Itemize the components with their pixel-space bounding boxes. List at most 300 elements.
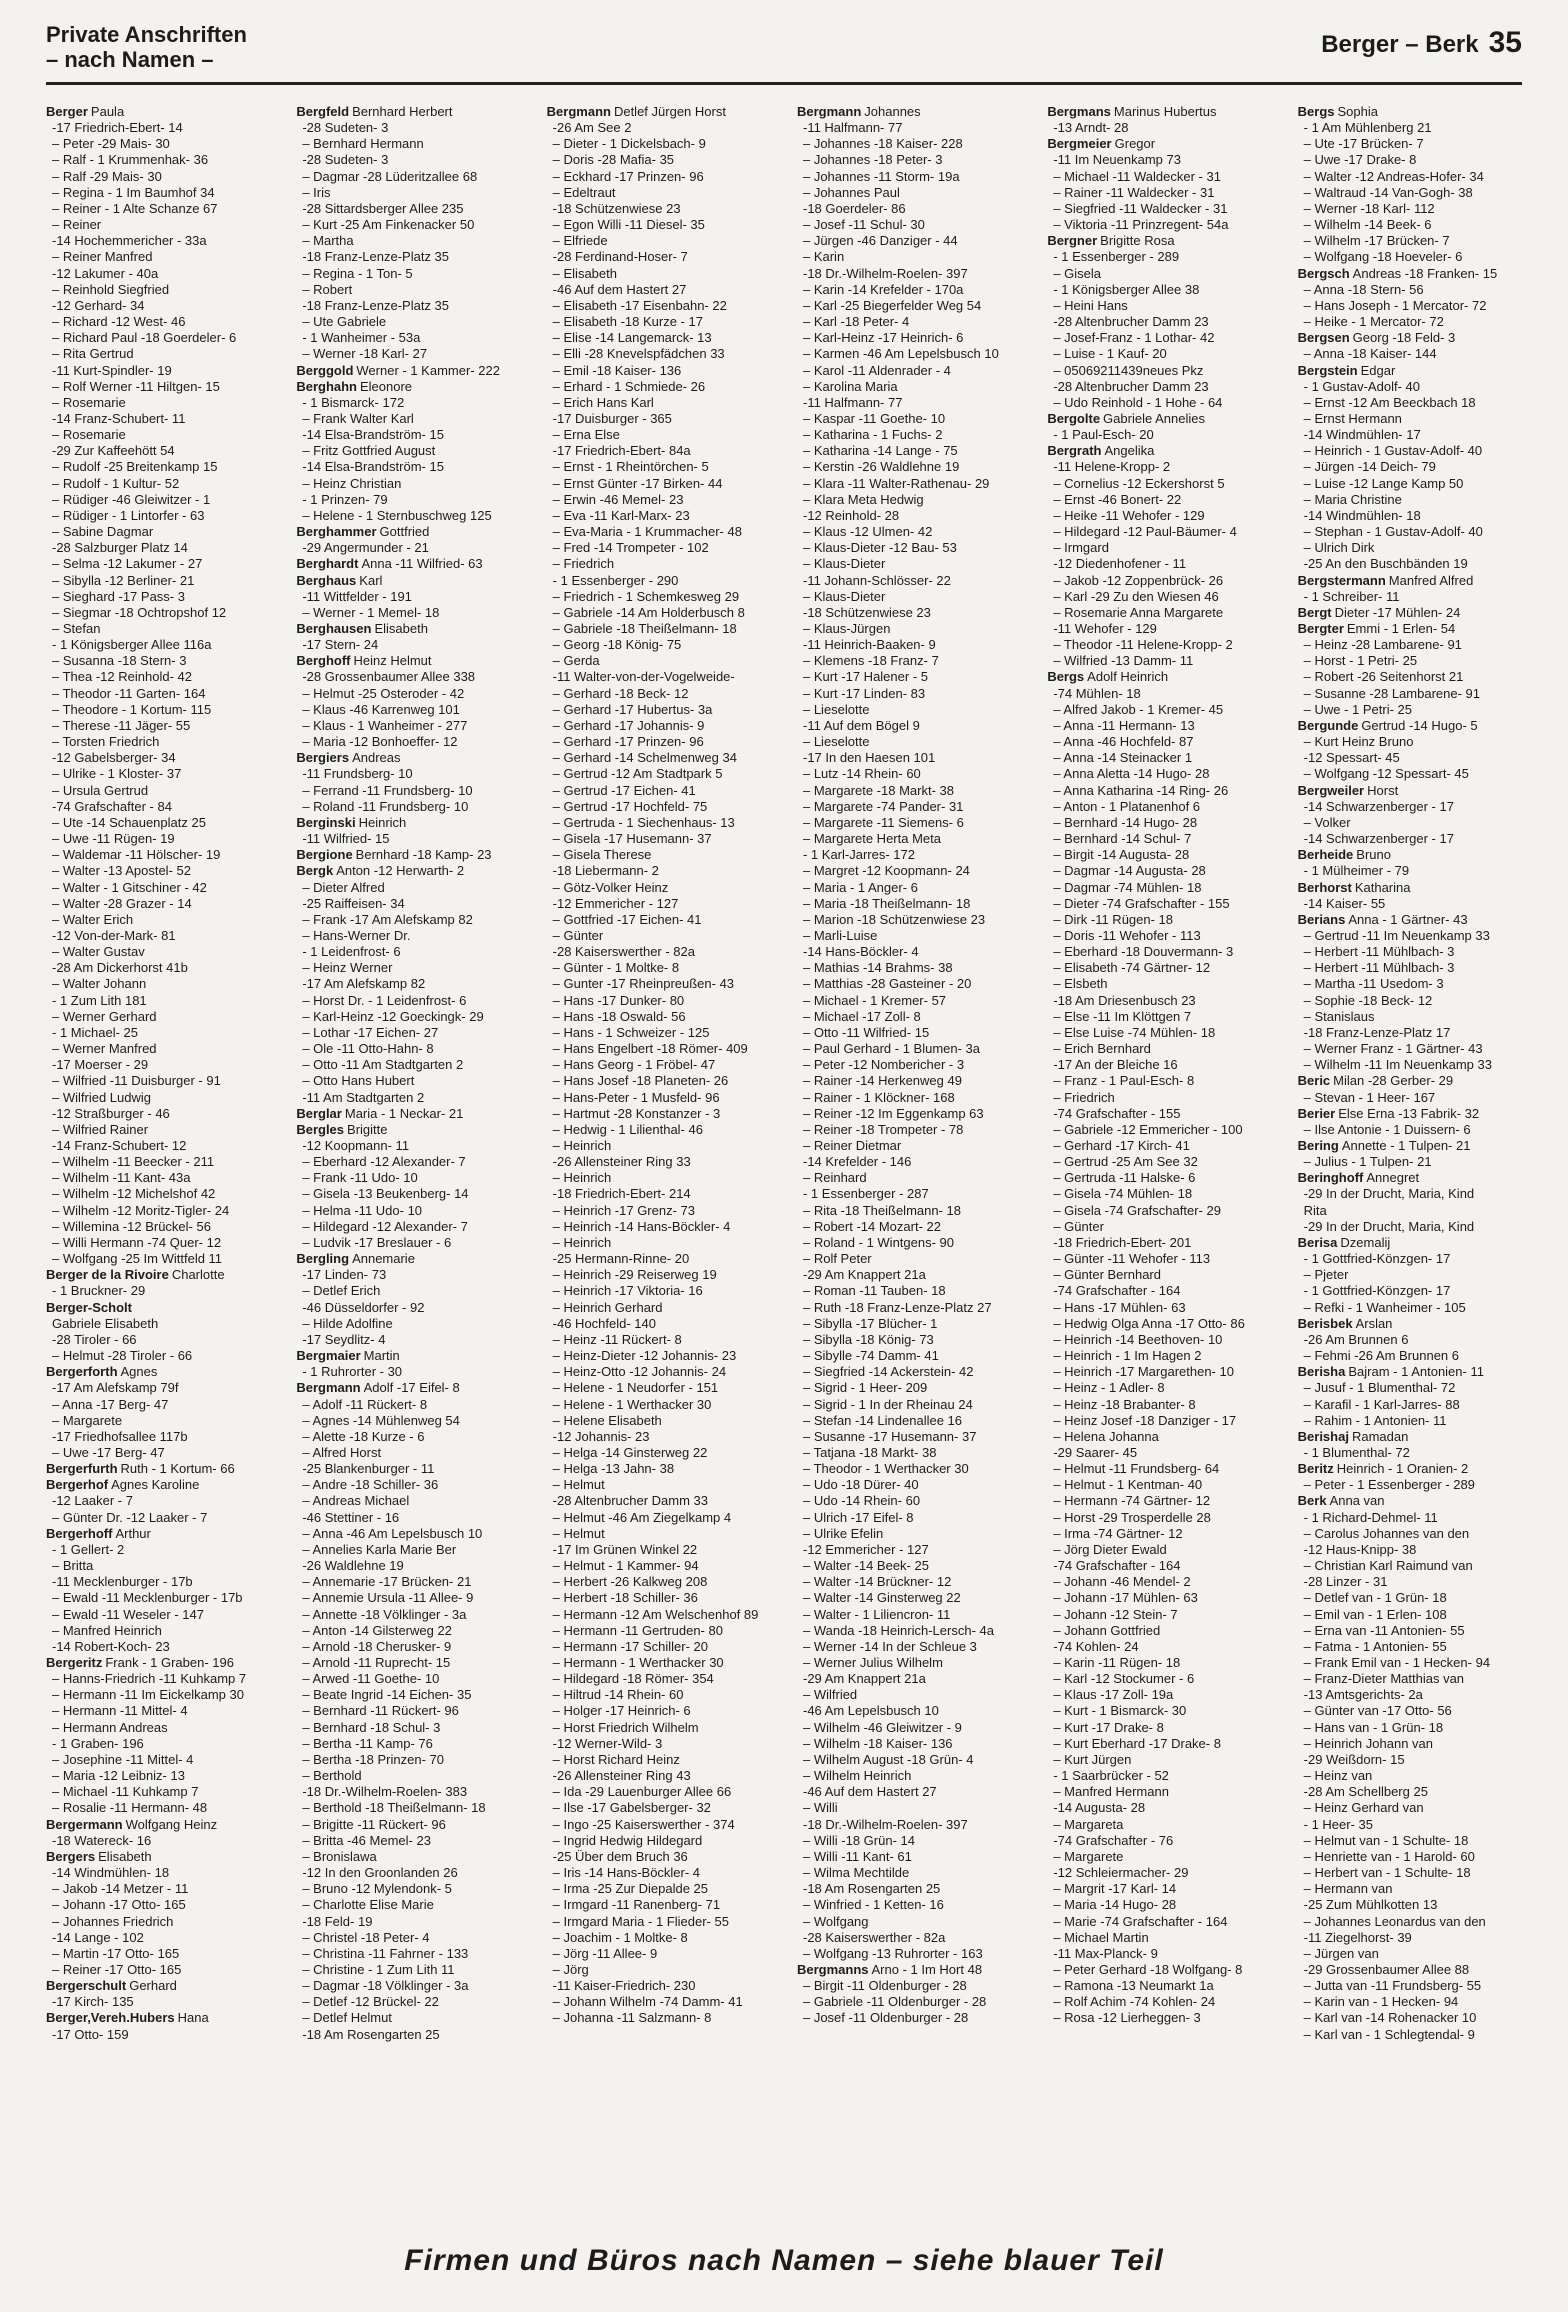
entry-line: – Hans-Peter - 1 Musfeld- 96 (552, 1089, 720, 1105)
entry-line: – Edeltraut (552, 184, 616, 200)
entry-line: – Hermann -11 Im Eickelkamp 30 (52, 1687, 244, 1703)
entry-line: -11 Halfmann- 77 (802, 394, 903, 410)
entry-head (1298, 266, 1524, 282)
surname: Berghahn (296, 378, 357, 394)
entry-line: – Susanne -28 Lambarene- 91 (1303, 685, 1480, 701)
entry-line: – Rosa -12 Lierheggen- 3 (1053, 2010, 1201, 2026)
entry-line: -14 Lange - 102 (52, 1929, 144, 1945)
surname: Bergerforth (46, 1364, 118, 1380)
entry-line: – Ole -11 Otto-Hahn- 8 (302, 1041, 434, 1057)
entry-details: Horst (1367, 782, 1399, 798)
entry-line: -12 Diedenhofener - 11 (1053, 556, 1187, 572)
entry-line: – Wolfgang -25 Im Wittfeld 11 (52, 1251, 223, 1267)
entry-line: – Ute Gabriele (302, 314, 387, 330)
entry-line: – Margarete (52, 1412, 123, 1428)
entry-head (1047, 443, 1273, 459)
entry-line: – Friedrich - 1 Schemkesweg 29 (552, 588, 740, 604)
entry-line: – Annelies Karla Marie Ber (302, 1541, 457, 1557)
entry-line: – Günter van -17 Otto- 56 (1303, 1703, 1452, 1719)
entry-line: – Wilma Mechtilde (802, 1865, 910, 1881)
entry-line: -11 Wittfelder - 191 (302, 588, 412, 604)
entry-line: – Anton -14 Gilsterweg 22 (302, 1622, 452, 1638)
entry-line: – Walter -13 Apostel- 52 (52, 863, 191, 879)
entry-line: – Rainer - 1 Klöckner- 168 (802, 1089, 955, 1105)
entry-details: Adolf Heinrich (1087, 669, 1169, 685)
entry-line: Gabriele Elisabeth (52, 1315, 159, 1331)
entry-line: -18 Schützenwiese 23 (552, 200, 681, 216)
entry-line: – Wolfgang -13 Ruhrorter - 163 (802, 1945, 983, 1961)
entry-line: – Rolf Werner -11 Hiltgen- 15 (52, 378, 220, 394)
entry-line: – Theodore - 1 Kortum- 115 (52, 701, 212, 717)
surname: Bergmann (796, 104, 862, 119)
entry-line: – Ferrand -11 Frundsberg- 10 (302, 782, 473, 798)
entry-line: - 1 Graben- 196 (52, 1735, 144, 1751)
entry-head (296, 1380, 522, 1396)
entry-line: – Luise -12 Lange Kamp 50 (1303, 475, 1464, 491)
entry-head (1298, 605, 1524, 621)
entry-line: - 1 Essenberger - 289 (1053, 249, 1180, 265)
entry-line: – Johannes -11 Storm- 19a (802, 168, 960, 184)
entry-line: Rita (1303, 1202, 1327, 1218)
surname: Berheide (1297, 847, 1354, 863)
entry-line: – Hans -18 Oswald- 56 (552, 1008, 686, 1024)
entry-line: -12 Schleiermacher- 29 (1053, 1865, 1189, 1881)
entry-line: – Rita -18 Theißelmann- 18 (802, 1202, 961, 1218)
entry-head (296, 104, 522, 120)
entry-line: -11 Kaiser-Friedrich- 230 (552, 1978, 696, 1994)
entry-line: – Martha -11 Usedom- 3 (1303, 976, 1444, 992)
entry-line: – Jakob -14 Metzer - 11 (52, 1881, 189, 1897)
entry-line: – Helene - 1 Werthacker 30 (552, 1396, 712, 1412)
entry-head (1298, 1493, 1524, 1509)
entry-line: – Werner Julius Wilhelm (802, 1655, 943, 1670)
entry-line: – Reiner Manfred (52, 249, 153, 265)
entry-line: -17 Stern- 24 (302, 637, 379, 653)
entry-details: Heinrich (358, 814, 407, 830)
entry-line: – Hans -17 Dunker- 80 (552, 992, 685, 1008)
entry-line: -26 Am See 2 (552, 120, 632, 136)
entry-line: – Margareta (1053, 1816, 1124, 1832)
entry-line: – Siegmar -18 Ochtropshof 12 (52, 604, 227, 620)
entry-line: – Heinrich - 1 Gustav-Adolf- 40 (1303, 443, 1483, 459)
entry-line: -12 Johannis- 23 (552, 1428, 650, 1444)
entry-line: – Horst Richard Heinz (552, 1751, 680, 1767)
entry-line: – Heinrich -14 Hans-Böckler- 4 (552, 1218, 731, 1234)
entry-line: – Martha (302, 233, 354, 249)
entry-line: – Herbert -18 Schiller- 36 (552, 1590, 698, 1606)
entry-line: – Jörg -11 Allee- 9 (552, 1945, 658, 1961)
entry-line: – Uwe -17 Drake- 8 (1303, 152, 1417, 168)
entry-line: – Karin -11 Rügen- 18 (1053, 1655, 1181, 1670)
entry-details: Anna van (1329, 1493, 1385, 1509)
entry-head (1298, 847, 1524, 863)
entry-line: – Karol -11 Aldenrader - 4 (802, 362, 951, 378)
entry-line: -28 Sudeten- 3 (302, 152, 389, 168)
entry-head (296, 379, 522, 395)
entry-line: - 1 Wanheimer - 53a (302, 330, 421, 346)
entry-details: Gabriele Annelies (1103, 410, 1205, 426)
entry-line: – Wilfried Rainer (52, 1121, 149, 1137)
entry-line: – Detlef Helmut (302, 2010, 392, 2026)
entry-line: -26 Allensteiner Ring 33 (552, 1154, 691, 1170)
entry-details: Ramadan (1351, 1428, 1409, 1444)
entry-line: -12 Reinhold- 28 (802, 507, 900, 523)
entry-line: - 1 Karl-Jarres- 172 (802, 847, 915, 863)
entry-line: – Marli-Luise (802, 927, 878, 943)
entry-details: Maria - 1 Neckar- 21 (344, 1105, 464, 1121)
entry-line: – Emil -18 Kaiser- 136 (552, 362, 682, 378)
entry-line: – Roland - 1 Wintgens- 90 (802, 1234, 955, 1250)
entry-details: Elisabeth (374, 621, 428, 636)
entry-line: – Reiner -17 Otto- 165 (52, 1961, 182, 1977)
entry-line: – Ralf -29 Mais- 30 (52, 168, 162, 184)
surname: Berk (1297, 1493, 1327, 1509)
entry-line: – Johannes -18 Peter- 3 (802, 152, 943, 168)
running-header-left (46, 22, 247, 72)
entry-line: – Annette -18 Völklinger - 3a (302, 1606, 467, 1622)
entry-details: Else Erna -13 Fabrik- 32 (1338, 1105, 1480, 1121)
entry-line: – Richard Paul -18 Goerdeler- 6 (52, 330, 237, 346)
entry-line: – Heinz Christian (302, 475, 402, 491)
entry-line: – Charlotte Elise Marie (302, 1897, 434, 1913)
entry-line: -12 Spessart- 45 (1303, 750, 1400, 766)
entry-head (46, 1849, 272, 1865)
entry-line: – Gabriele -14 Am Holderbusch 8 (552, 604, 745, 620)
entry-line: – Jakob -12 Zoppenbrück- 26 (1053, 572, 1224, 588)
entry-details: Detlef Jürgen Horst (613, 104, 726, 119)
entry-line: – Hildegard -18 Römer- 354 (552, 1671, 714, 1687)
entry-line: – Heinrich -17 Margarethen- 10 (1053, 1364, 1234, 1380)
entry-line: – Josef-Franz - 1 Lothar- 42 (1053, 330, 1215, 346)
surname: Berglar (296, 1105, 342, 1121)
entry-line: – Mathias -14 Brahms- 38 (802, 960, 953, 976)
entry-line: – Ute -17 Brücken- 7 (1303, 136, 1424, 152)
entry-line: – Ernst Günter -17 Birken- 44 (552, 475, 723, 491)
entry-line: – Gisela (1053, 265, 1102, 281)
entry-head (1298, 1364, 1524, 1380)
entry-line: -17 Friedhofsallee 117b (52, 1428, 188, 1444)
entry-details: Paula (90, 104, 125, 119)
entry-line: – Reiner - 1 Alte Schanze 67 (52, 200, 218, 216)
entry-line: – Ilse Antonie - 1 Duissern- 6 (1303, 1121, 1471, 1137)
entry-line: -25 Hermann-Rinne- 20 (552, 1251, 690, 1267)
entry-head (1298, 783, 1524, 799)
entry-line: -18 Schützenwiese 23 (802, 604, 931, 620)
entry-line: -46 Hochfeld- 140 (552, 1315, 656, 1331)
entry-line: – Rainer -14 Herkenweg 49 (802, 1073, 962, 1089)
entry-line: -28 Ferdinand-Hoser- 7 (552, 249, 688, 265)
entry-line: - 1 Heer- 35 (1303, 1816, 1374, 1832)
entry-line: – Gisela Therese (552, 847, 652, 863)
entry-line: – Karin -14 Krefelder - 170a (802, 281, 964, 297)
entry-line: – Waltraud -14 Van-Gogh- 38 (1303, 184, 1473, 200)
entry-line: – Hermann -11 Gertruden- 80 (552, 1622, 723, 1638)
entry-line: – Helga -13 Jahn- 38 (552, 1461, 675, 1477)
entry-line: -28 Sudeten- 3 (302, 120, 389, 136)
entry-line: – Johannes Friedrich (52, 1913, 174, 1929)
entry-line: – Wilhelm -17 Brücken- 7 (1303, 233, 1450, 249)
entry-line: – Werner -18 Karl- 112 (1303, 200, 1435, 216)
entry-line: – Johannes -18 Kaiser- 228 (802, 136, 963, 152)
entry-line: - 1 Saarbrücker - 52 (1053, 1768, 1169, 1784)
entry-line: – Gerhard -17 Johannis- 9 (552, 717, 705, 733)
entry-line: -18 Goerdeler- 86 (802, 200, 906, 216)
entry-line: -17 In den Haesen 101 (802, 750, 936, 766)
entry-line: – Gerda (552, 653, 600, 669)
entry-head (1298, 718, 1524, 734)
entry-line: – Britta -46 Memel- 23 (302, 1832, 431, 1848)
entry-line: – Hermann Andreas (52, 1719, 168, 1735)
entry-line: -14 Kaiser- 55 (1303, 895, 1386, 911)
entry-line: – Bertha -18 Prinzen- 70 (302, 1751, 444, 1767)
surname: Bergerhoff (46, 1525, 113, 1541)
entry-line: – Johann -17 Otto- 165 (52, 1897, 186, 1913)
entry-details: Arslan (1355, 1315, 1393, 1331)
section-subtitle: – nach Namen – (46, 47, 214, 72)
entry-head (1298, 363, 1524, 379)
entry-head (1298, 1106, 1524, 1122)
entry-line: -12 Emmericher - 127 (802, 1541, 929, 1557)
entry-head (46, 1461, 272, 1477)
entry-line: – Peter -12 Nombericher - 3 (802, 1057, 965, 1073)
entry-line: – Elli -28 Knevelspfädchen 33 (552, 346, 725, 362)
surname: Bering (1297, 1138, 1339, 1153)
entry-line: – Stefan (52, 621, 101, 636)
entry-line: -11 Heinrich-Baaken- 9 (802, 637, 936, 653)
entry-line: – Günter -11 Wehofer - 113 (1053, 1251, 1211, 1267)
entry-line: -28 Am Schellberg 25 (1303, 1784, 1428, 1800)
entry-line: – Udo -18 Dürer- 40 (802, 1477, 919, 1493)
entry-line: – Heinz -28 Lambarene- 91 (1303, 637, 1462, 653)
entry-line: – Walter -14 Ginsterweg 22 (802, 1590, 961, 1606)
entry-details: Bajram - 1 Antonien- 11 (1348, 1364, 1484, 1380)
entry-line: – Gunter -17 Rheinpreußen- 43 (552, 976, 735, 992)
surname: Berghammer (296, 524, 377, 540)
entry-line: – Carolus Johannes van den (1303, 1525, 1470, 1541)
entry-line: – Agnes -14 Mühlenweg 54 (302, 1412, 460, 1428)
surname: Berggold (296, 362, 354, 378)
entry-line: – Erwin -46 Memel- 23 (552, 491, 684, 507)
entry-head (1298, 1235, 1524, 1251)
entry-line: – Ralf - 1 Krummenhak- 36 (52, 152, 209, 168)
entry-line: – Udo Reinhold - 1 Hohe - 64 (1053, 394, 1223, 410)
entry-head (1298, 573, 1524, 589)
entry-line: – Alfred Jakob - 1 Kremer- 45 (1053, 701, 1224, 717)
entry-line: – Ute -14 Schauenplatz 25 (52, 814, 206, 830)
entry-line: – Horst Friedrich Wilhelm (552, 1719, 699, 1735)
entry-line: – Fritz Gottfried August (302, 443, 436, 459)
entry-details: Agnes (120, 1364, 158, 1380)
entry-line: – Kurt Jürgen (1053, 1751, 1132, 1767)
surname: Berger (46, 104, 88, 119)
entry-line: - 1 Königsberger Allee 38 (1053, 281, 1200, 297)
entry-details: Emmi - 1 Erlen- 54 (1346, 621, 1456, 636)
entry-details: Hana (177, 2010, 209, 2026)
entry-details: Bruno (1356, 847, 1391, 863)
surname: Bergmanns (796, 1961, 869, 1977)
entry-line: – Jusuf - 1 Blumenthal- 72 (1303, 1380, 1456, 1396)
entry-line: – Rosalie -11 Hermann- 48 (52, 1800, 208, 1816)
entry-line: -17 Duisburger - 365 (552, 410, 672, 426)
entry-line: -12 Emmericher - 127 (552, 895, 679, 911)
entry-line: – Uwe - 1 Petri- 25 (1303, 701, 1413, 717)
entry-details: Georg -18 Feld- 3 (1352, 330, 1456, 346)
entry-head (1047, 104, 1273, 120)
entry-line: – Walter - 1 Liliencron- 11 (802, 1606, 951, 1622)
entry-details: Werner - 1 Kammer- 222 (356, 362, 500, 378)
entry-line: – Karmen -46 Am Lepelsbusch 10 (802, 346, 999, 362)
entry-line: -12 Gerhard- 34 (52, 297, 145, 313)
surname: Bergner (1047, 233, 1098, 249)
entry-line: -28 Altenbrucher Damm 23 (1053, 314, 1209, 330)
entry-line: – Ulrich -17 Eifel- 8 (802, 1509, 914, 1525)
entry-line: -17 Seydlitz- 4 (302, 1331, 386, 1347)
entry-head (46, 1655, 272, 1671)
entry-line: - 1 Ruhrorter - 30 (302, 1364, 403, 1380)
entry-line: – Stephan - 1 Gustav-Adolf- 40 (1303, 524, 1483, 540)
entry-line: -28 Kaiserswerther - 82a (802, 1929, 946, 1945)
entry-line: – Wilhelm -11 Im Neuenkamp 33 (1303, 1057, 1492, 1073)
entry-line: – Ulrike - 1 Kloster- 37 (52, 766, 182, 782)
entry-line: – Rosemarie (52, 394, 126, 410)
entry-line: – Irmgard -11 Ranenberg- 71 (552, 1897, 721, 1913)
entry-line: – Hans Joseph - 1 Mercator- 72 (1303, 297, 1487, 313)
surname: Berisha (1297, 1364, 1346, 1380)
entry-head (46, 104, 272, 120)
entry-line: – Maria -12 Bonhoeffer- 12 (302, 734, 458, 750)
entry-line: – Marion -18 Schützenwiese 23 (802, 911, 986, 927)
column-1 (46, 104, 272, 2164)
entry-line: – Günter Dr. -12 Laaker - 7 (52, 1509, 208, 1525)
surname: Bergling (296, 1251, 350, 1267)
entry-line: – Elisabeth -74 Gärtner- 12 (1053, 960, 1211, 976)
entry-line: – Wilhelm -11 Kant- 43a (52, 1170, 191, 1186)
entry-head (1047, 411, 1273, 427)
entry-line: – Katharina -14 Lange - 75 (802, 443, 958, 459)
entry-line: – Otto -11 Am Stadtgarten 2 (302, 1057, 464, 1073)
entry-line: – Gerhard -17 Kirch- 41 (1053, 1138, 1190, 1153)
entry-line: -18 Feld- 19 (302, 1913, 373, 1929)
entry-line: – Wolfgang -12 Spessart- 45 (1303, 766, 1469, 782)
entry-line: -18 Am Driesenbusch 23 (1053, 992, 1196, 1008)
entry-line: – Fred -14 Trompeter - 102 (552, 540, 709, 556)
surname: Bergmann (546, 104, 611, 119)
entry-line: – Maria Christine (1303, 491, 1402, 507)
entry-head (1298, 1073, 1524, 1089)
entry-line: – Elisabeth (552, 265, 617, 281)
entry-line: – Dirk -11 Rügen- 18 (1053, 911, 1174, 927)
entry-line: – Hans Engelbert -18 Römer- 409 (552, 1041, 748, 1057)
column-2 (296, 104, 522, 2164)
entry-line: – Dieter -74 Grafschafter - 155 (1053, 895, 1230, 911)
entry-line: -28 Tiroler - 66 (52, 1331, 137, 1347)
entry-line: – Frank -11 Udo- 10 (302, 1170, 418, 1186)
entry-details: Ruth - 1 Kortum- 66 (120, 1461, 235, 1477)
entry-line: – Heinz - 1 Adler- 8 (1053, 1380, 1165, 1396)
entry-line: – Walter Erich (52, 911, 134, 927)
entry-line: – Gertrud -25 Am See 32 (1053, 1154, 1198, 1170)
entry-line: – Willi Hermann -74 Quer- 12 (52, 1234, 222, 1250)
entry-line: – Robert -14 Mozart- 22 (802, 1218, 941, 1234)
header-rule (46, 82, 1522, 85)
entry-line: – Uwe -11 Rügen- 19 (52, 831, 175, 847)
entry-line: – Ulrike Efelin (802, 1525, 884, 1541)
entry-line: – Tatjana -18 Markt- 38 (802, 1444, 937, 1460)
entry-line: – Helene Elisabeth (552, 1412, 662, 1428)
entry-line: -14 Hans-Böckler- 4 (802, 944, 919, 960)
entry-head (296, 556, 522, 572)
entry-head (797, 1962, 1023, 1978)
entry-line: -18 Dr.-Wilhelm-Roelen- 397 (802, 265, 968, 281)
entry-line: – Viktoria -11 Prinzregent- 54a (1053, 217, 1229, 233)
entry-line: – Walter Johann (52, 976, 147, 992)
entry-line: – Günter - 1 Moltke- 8 (552, 960, 680, 976)
entry-head (296, 524, 522, 540)
entry-line: – Werner -18 Karl- 27 (302, 346, 428, 362)
entry-line: – Christel -18 Peter- 4 (302, 1929, 430, 1945)
entry-details: Frank - 1 Graben- 196 (105, 1655, 234, 1670)
entry-line: – Stanislaus (1303, 1008, 1375, 1024)
entry-line: – Anna Katharina -14 Ring- 26 (1053, 782, 1229, 798)
surname: Berghardt (296, 556, 359, 572)
entry-line: – Walter - 1 Gitschiner - 42 (52, 879, 207, 895)
surname: Bergerfurth (46, 1461, 118, 1477)
surname: Bergmann (296, 1380, 361, 1396)
entry-line: – Susanne -17 Husemann- 37 (802, 1428, 977, 1444)
entry-line: – Johann -17 Mühlen- 63 (1053, 1590, 1198, 1606)
entry-line: – Heinz -18 Brabanter- 8 (1053, 1396, 1196, 1412)
entry-line: – Holger -17 Heinrich- 6 (552, 1703, 691, 1719)
entry-line: – Heinrich (552, 1138, 612, 1153)
entry-line: – Heinrich -17 Viktoria- 16 (552, 1283, 703, 1299)
entry-line: – Kurt -25 Am Finkenacker 50 (302, 217, 475, 233)
entry-line: – Margret -12 Koopmann- 24 (802, 863, 970, 879)
entry-line: - 1 Gellert- 2 (52, 1541, 125, 1557)
entry-line: – Detlef Erich (302, 1283, 381, 1299)
entry-line: – Heinz Gerhard van (1303, 1800, 1424, 1816)
entry-line: – Johann Wilhelm -74 Damm- 41 (552, 1994, 743, 2010)
entry-line: – Christina -11 Fahrner - 133 (302, 1945, 469, 1961)
entry-line: -12 Straßburger - 46 (52, 1105, 170, 1121)
entry-details: Andreas -18 Franken- 15 (1352, 265, 1498, 281)
entry-line: – Maria -14 Hugo- 28 (1053, 1897, 1177, 1913)
entry-line: -18 Franz-Lenze-Platz 35 (302, 297, 450, 313)
entry-details: Bernhard -18 Kamp- 23 (355, 847, 492, 863)
entry-line: - 1 Paul-Esch- 20 (1053, 427, 1154, 443)
entry-line: -26 Am Brunnen 6 (1303, 1331, 1409, 1347)
entry-line: - 1 Gottfried-Könzgen- 17 (1303, 1283, 1451, 1299)
entry-details: Gertrud -14 Hugo- 5 (1361, 717, 1478, 733)
entry-line: -18 Friedrich-Ebert- 201 (1053, 1234, 1192, 1250)
entry-details: Dzemalij (1340, 1234, 1391, 1250)
entry-line: – Irmgard (1053, 540, 1109, 556)
entry-line: – Peter - 1 Essenberger - 289 (1303, 1477, 1475, 1493)
entry-head (1298, 1138, 1524, 1154)
entry-line: – Anton - 1 Platanenhof 6 (1053, 798, 1201, 814)
entry-line: – Heinrich (552, 1170, 612, 1186)
entry-line: – Gerhard -14 Schelmenweg 34 (552, 750, 737, 766)
entry-line: – Maria -18 Theißelmann- 18 (802, 895, 971, 911)
entry-details: Gerhard (129, 1978, 177, 1994)
entry-line: – Helmut van - 1 Schulte- 18 (1303, 1832, 1469, 1848)
entry-line: – Hermann van (1303, 1881, 1393, 1897)
entry-line: – Kaspar -11 Goethe- 10 (802, 410, 946, 426)
entry-line: -29 Weißdorn- 15 (1303, 1751, 1405, 1767)
entry-head (46, 1477, 272, 1493)
entry-line: – Karl -25 Biegerfelder Weg 54 (802, 297, 982, 313)
entry-line: – Udo -14 Rhein- 60 (802, 1493, 921, 1509)
entry-line: – Birgit -14 Augusta- 28 (1053, 847, 1190, 863)
